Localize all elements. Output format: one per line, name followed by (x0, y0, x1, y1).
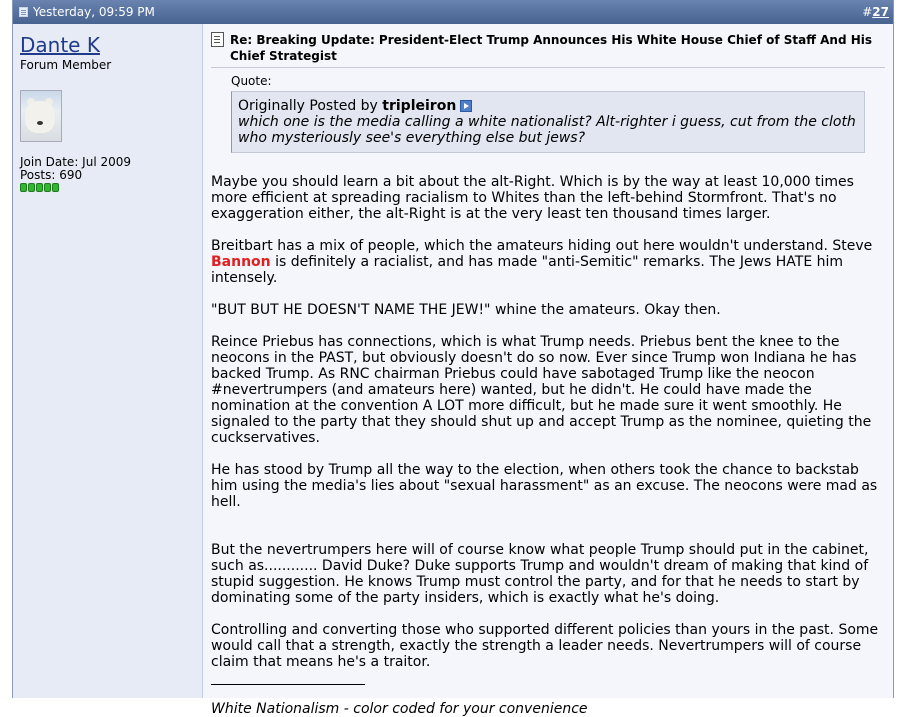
message-paragraph: "BUT BUT HE DOESN'T NAME THE JEW!" whine the amateurs. Okay then. (211, 302, 721, 318)
quote-label: Quote: (231, 74, 272, 88)
quote-block (231, 91, 865, 153)
signature: White Nationalism - color coded for your convenience (211, 701, 588, 717)
reputation-indicator (20, 183, 195, 192)
post-content (203, 24, 893, 717)
quote-author: tripleiron (382, 98, 457, 114)
join-date: Join Date: Jul 2009 (20, 155, 132, 169)
forum-post (12, 0, 894, 717)
reputation-pip-icon (20, 183, 27, 192)
post-title: Re: Breaking Update: President-Elect Trump Announces His White House Chief of Staff And His Chief Strategist (230, 33, 873, 63)
title-divider (211, 67, 885, 68)
user-info-panel (13, 24, 203, 698)
reputation-pip-icon (36, 183, 43, 192)
quote-prefix: Originally Posted by (238, 98, 383, 114)
username-link[interactable]: Dante K (20, 33, 100, 57)
reputation-pip-icon (52, 183, 59, 192)
post-status-icon (19, 7, 28, 17)
signature-divider (211, 684, 365, 685)
view-post-arrow-icon[interactable] (460, 100, 472, 112)
highlighted-name: Bannon (211, 254, 271, 270)
post-message (211, 174, 885, 717)
avatar[interactable] (20, 90, 62, 142)
user-title: Forum Member (20, 58, 112, 72)
paragraph-text: Breitbart has a mix of people, which the amateurs hiding out here wouldn't understand. Steve (211, 238, 873, 254)
message-paragraph: Controlling and converting those who supported different policies than yours in the past. Some would call that a strength, exactly the strength a leader needs. Nevertrumpers will of course claim that means he's a traitor. (211, 622, 879, 670)
document-icon (211, 32, 224, 47)
post-date: Yesterday, 09:59 PM (33, 5, 155, 19)
quote-text: which one is the media calling a white nationalist? Alt-righter i guess, cut from the cloth who mysteriously see's everything else but jews? (238, 114, 856, 146)
message-paragraph: But the nevertrumpers here will of course know what people Trump should put in the cabinet, such as............ David Duke? Duke supports Trump and wouldn't dream of making that kind of stupid suggestion. He knows Trump must control the party, and for that he needs to start by dominating some of the party insiders, which is exactly what he's doing. (211, 542, 869, 606)
post-count: Posts: 690 (20, 168, 83, 182)
post-number (862, 5, 889, 19)
message-paragraph: Reince Priebus has connections, which is what Trump needs. Priebus bent the knee to the neocons in the PAST, but obviously doesn't do so now. Ever since Trump won Indiana he has backed Trump. As RNC chairman Priebus could have sabotaged Trump like the neocon #nevertrumpers (and amateurs here) wanted, but he didn't. He could have made the nomination at the convention A LOT more difficult, but he made sure it went smoothly. He signaled to the party that they should shut up and accept Trump as the nominee, quieting the cuckservatives. (211, 334, 872, 446)
reputation-pip-icon (44, 183, 51, 192)
post-hash: # (862, 5, 873, 19)
message-paragraph (211, 238, 885, 286)
message-paragraph: He has stood by Trump all the way to the election, when others took the chance to backstab him using the media's lies about "sexual harassment" as an excuse. The neocons were mad as hell. (211, 462, 878, 510)
message-paragraph: Maybe you should learn a bit about the alt-Right. Which is by the way at least 10,000 times more efficient at spreading racialism to Whites than the left-behind Stormfront. That's no exaggeration either, the alt-Right is at the very least ten thousand times larger. (211, 174, 854, 222)
post-header (13, 0, 893, 24)
post-number-link[interactable]: 27 (872, 5, 889, 19)
paragraph-text: is definitely a racialist, and has made "anti-Semitic" remarks. The Jews HATE him intensely. (211, 254, 844, 286)
reputation-pip-icon (28, 183, 35, 192)
